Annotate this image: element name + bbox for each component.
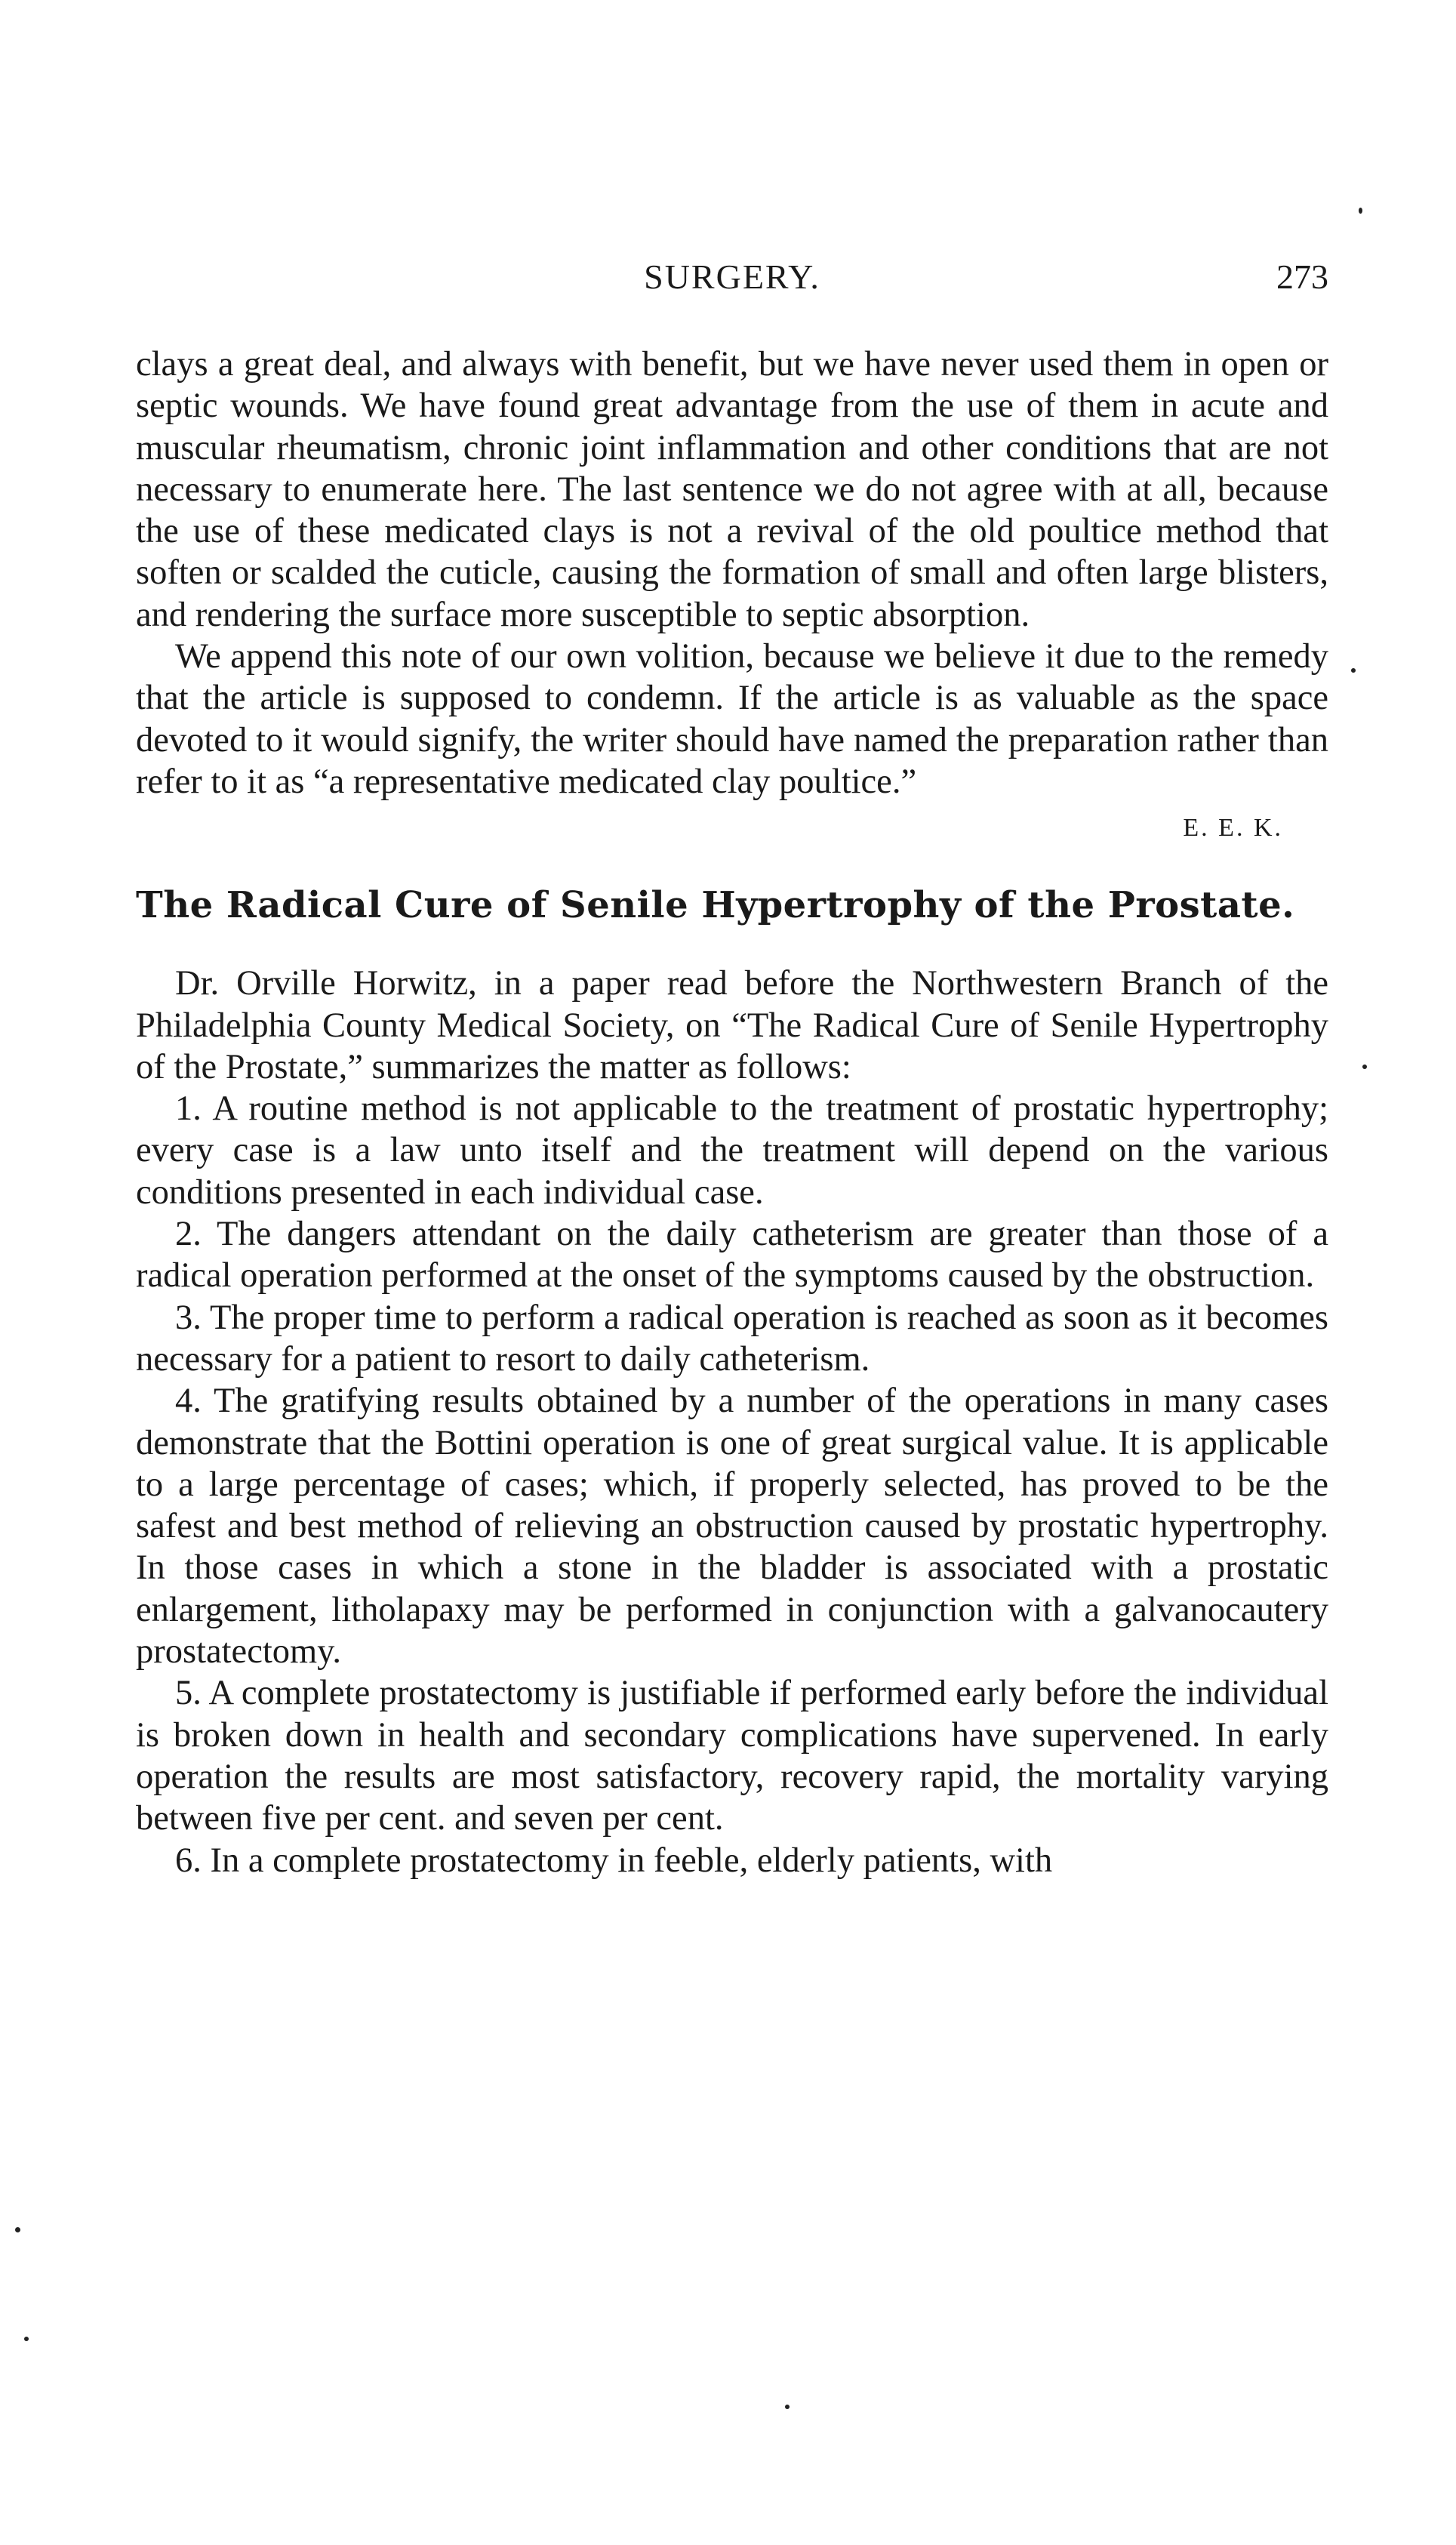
running-head: SURGERY. <box>644 257 820 296</box>
list-item-4: 4. The gratifying results obtained by a number of the operations in many cases demonstrate that the Bottini operation is one of great surgical value. It is applicable to a large percentage of cases; which, if properly selected, has proved to be the safest and best method of relieving an obstruction caused by prostatic hypertrophy. In those cases in which a stone in the bladder is associated with a prostatic enlargement, litholapaxy may be performed in conjunction with a galvanocautery prostatectomy. <box>136 1382 1328 1672</box>
list-item-1: 1. A routine method is not applicable to the treatment of prostatic hypertrophy; every case is a law unto itself and the treatment will depend on the various conditions presented in each individual case. <box>136 1089 1328 1212</box>
scan-speck <box>785 2405 790 2409</box>
scan-speck <box>1359 208 1362 214</box>
list-item-3: 3. The proper time to perform a radical operation is reached as soon as it becomes necessary for a patient to resort to daily catheterism. <box>136 1298 1328 1379</box>
scan-speck <box>1351 668 1356 673</box>
intro-paragraph: Dr. Orville Horwitz, in a paper read before the Northwestern Branch of the Philadelphia County Medical Society, on “The Radical Cure of Senile Hypertrophy of the Prostate,” summarizes the matter as follows: <box>136 964 1328 1086</box>
continued-paragraph: clays a great deal, and always with benefit, but we have never used them in open or septic wounds. We have found great advantage from the use of them in acute and muscular rheumatism, chronic joint inflammation and other conditions that are not necessary to enumerate here. The last sentence we do not agree with at all, because the use of these medicated clays is not a revival of the old poultice method that soften or scalded the cuticle, causing the formation of small and often large blisters, and rendering the surface more susceptible to septic absorption. <box>136 345 1328 634</box>
note-paragraph: We append this note of our own volition, because we believe it due to the remedy that the article is supposed to condemn. If the article is as valuable as the space devoted to it would signify, the writer should have named the preparation rather than refer to it as “a representative medicated clay poultice.” <box>136 637 1328 801</box>
page-header <box>136 257 1328 302</box>
author-initials: E. E. K. <box>1183 814 1283 843</box>
list-item-2: 2. The dangers attendant on the daily catheterism are greater than those of a radical operation performed at the onset of the symptoms caused by the obstruction. <box>136 1215 1328 1296</box>
scan-speck <box>15 2227 20 2232</box>
text-column <box>136 344 1328 1881</box>
scan-speck <box>1362 1065 1367 1069</box>
list-item-6: 6. In a complete prostatectomy in feeble, elderly patients, with <box>175 1841 1053 1880</box>
list-item-5: 5. A complete prostatectomy is justifiable if performed early before the individual is broken down in health and secondary complications have supervened. In early operation the results are most satisfactory, recovery rapid, the mortality varying between five per cent. and seven per cent. <box>136 1674 1328 1838</box>
section-title: The Radical Cure of Senile Hypertrophy of the Prostate. <box>136 884 1295 927</box>
page-number: 273 <box>1276 257 1328 296</box>
scan-speck <box>24 2337 29 2341</box>
